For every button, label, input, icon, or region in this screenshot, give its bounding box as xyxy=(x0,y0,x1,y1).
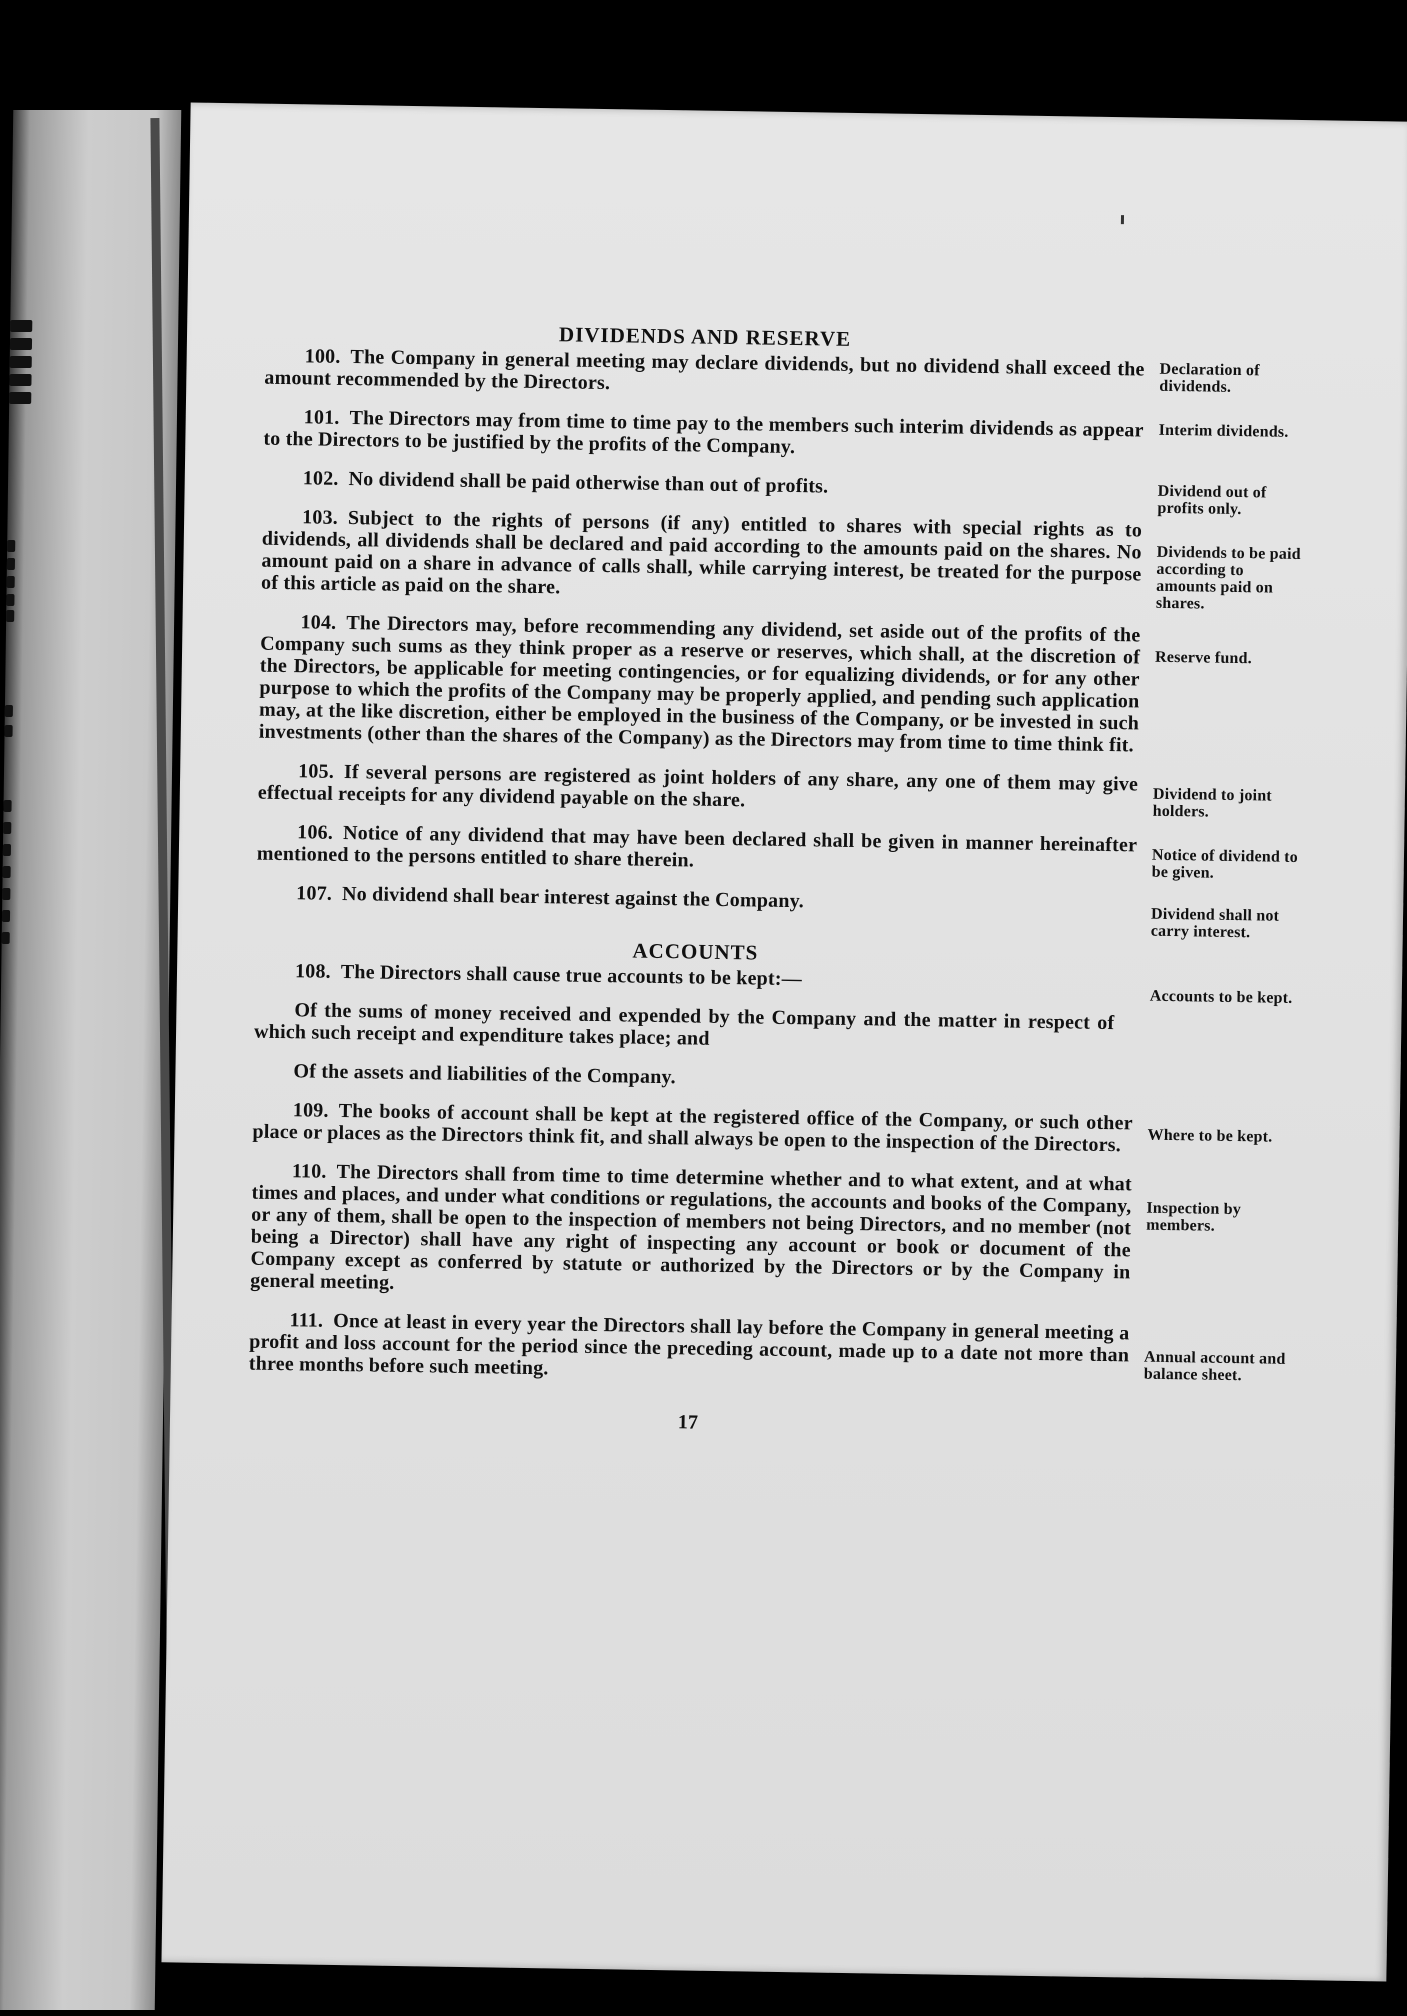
article-number: 100. xyxy=(304,345,341,368)
article-number: 106. xyxy=(297,821,334,844)
document-page xyxy=(161,102,1407,1981)
marginal-note: Notice of dividend to be given. xyxy=(1151,846,1299,882)
text-fragment xyxy=(10,320,32,332)
marginal-note: Annual account and balance sheet. xyxy=(1143,1348,1286,1385)
article-text: The Directors shall cause true accounts to be kept:— xyxy=(340,960,803,991)
text-fragment xyxy=(3,844,11,856)
marginal-note: Dividends to be paid according to amounts paid on shares. xyxy=(1155,543,1301,613)
text-fragment xyxy=(7,558,15,570)
article-105 xyxy=(257,760,1273,821)
text-fragment xyxy=(6,610,14,622)
article-109 xyxy=(252,1099,1273,1157)
article-number: 101. xyxy=(303,406,340,429)
text-fragment xyxy=(2,888,10,900)
article-111 xyxy=(248,1309,1286,1389)
marginal-note: Declaration of dividends. xyxy=(1159,360,1260,396)
article-108-clause-1 xyxy=(254,999,1135,1057)
article-text: If several persons are registered as joint holders of any share, any one of them may give effectual receipts for any dividend payable on the share. xyxy=(257,760,1139,812)
article-text: The Company in general meeting may declare dividends, but no dividend shall exceed the amount recommended by the Directors. xyxy=(264,346,1145,395)
page-number: 17 xyxy=(677,1411,699,1434)
page-speck xyxy=(1121,215,1124,224)
section-heading-accounts: ACCOUNTS xyxy=(632,938,759,965)
article-107 xyxy=(256,882,1280,942)
article-101 xyxy=(263,406,1289,464)
article-text: The Directors may, before recommending any dividend, set aside out of the profits of the Company such sums as they think proper as a reserve or reserves, which shall, at the discretion of the Directors, be applicable for meeting contingencies, or for equalizing dividends, or for any other purpose to which the profits of the Company may be properly applied, and pending such application may, at the like discretion, either be employed in the business of the Company, or be invested in such investments (other than the shares of the Company) as the Directors may from time to time think fit. xyxy=(258,612,1141,757)
text-fragment xyxy=(5,705,13,717)
article-number: 107. xyxy=(296,882,333,905)
article-number: 102. xyxy=(302,467,339,490)
article-108-clause-2 xyxy=(253,1060,1133,1096)
article-103 xyxy=(260,506,1301,613)
article-text: Once at least in every year the Directors shall lay before the Company in general meeting a profit and loss account for the period since the preceding account, made up to a date not more than three months before such meeting. xyxy=(248,1309,1130,1380)
section-heading-dividends: DIVIDENDS AND RESERVE xyxy=(558,322,852,351)
marginal-note: Inspection by members. xyxy=(1146,1199,1242,1235)
text-fragment xyxy=(2,910,10,922)
text-fragment xyxy=(2,932,10,944)
article-text: The Directors shall from time to time determine whether and to what extent, and at what times and places, and under what conditions or regulations, the accounts and books of the Company, or any of them, shall be open to the inspection of members not being Directors, and no member (not being a Director) shall have any right of inspecting any account or book or document of the Company except as conferred by statute or authorized by the Directors or by the Company in general meeting. xyxy=(250,1160,1132,1294)
marginal-note: Accounts to be kept. xyxy=(1149,987,1293,1007)
marginal-note: Dividend out of profits only. xyxy=(1157,482,1267,519)
article-text: Notice of any dividend that may have been declared shall be given in manner hereinafter mentioned to the persons entitled to share therein. xyxy=(256,821,1138,872)
marginal-note: Interim dividends. xyxy=(1158,421,1289,441)
article-number: 103. xyxy=(302,506,339,529)
text-fragment xyxy=(9,374,31,386)
article-number: 109. xyxy=(292,1099,329,1122)
facing-page-text-fragments xyxy=(0,110,39,2010)
article-106 xyxy=(256,821,1299,882)
marginal-note: Reserve fund. xyxy=(1154,648,1253,668)
article-100 xyxy=(264,345,1260,403)
article-110 xyxy=(250,1160,1242,1306)
marginal-note: Dividend shall not carry interest. xyxy=(1150,905,1280,942)
text-fragment xyxy=(9,392,31,404)
article-number: 110. xyxy=(291,1160,327,1183)
text-fragment xyxy=(6,594,14,606)
text-fragment xyxy=(3,800,11,812)
text-fragment xyxy=(3,866,11,878)
article-text: No dividend shall be paid otherwise than out of profits. xyxy=(348,468,829,498)
article-number: 111. xyxy=(289,1309,324,1332)
article-number: 104. xyxy=(300,611,337,634)
clause-text: Of the assets and liabilities of the Company. xyxy=(293,1060,676,1089)
article-text: The Directors may from time to time pay to the members such interim dividends as appear to the Directors to be justified by the profits of the Company. xyxy=(263,407,1144,459)
text-fragment xyxy=(7,540,15,552)
article-text: No dividend shall bear interest against the Company. xyxy=(341,882,805,913)
article-number: 105. xyxy=(298,760,335,783)
text-fragment xyxy=(3,822,11,834)
article-text: Subject to the rights of persons (if any) entitled to shares with special rights as to dividends, all dividends shall be declared and paid according to the amounts paid on the shares. No amount paid on a share in advance of calls shall, while carrying interest, be treated for the purpose of this article as paid on the share. xyxy=(260,507,1143,599)
text-fragment xyxy=(5,725,13,737)
text-fragment xyxy=(7,576,15,588)
article-number: 108. xyxy=(294,960,332,983)
page-content xyxy=(248,319,1301,1441)
text-fragment xyxy=(10,356,32,368)
article-text: The books of account shall be kept at the registered office of the Company, or such other place or places as the Directors think fit, and shall always be open to the inspection of the Directors. xyxy=(252,1099,1133,1157)
marginal-note: Dividend to joint holders. xyxy=(1152,785,1273,821)
clause-text: Of the sums of money received and expended by the Company and the matter in respect of which such receipt and expenditure takes place; and xyxy=(253,999,1115,1050)
marginal-note: Where to be kept. xyxy=(1147,1126,1273,1146)
text-fragment xyxy=(10,338,32,350)
article-104 xyxy=(258,611,1253,757)
